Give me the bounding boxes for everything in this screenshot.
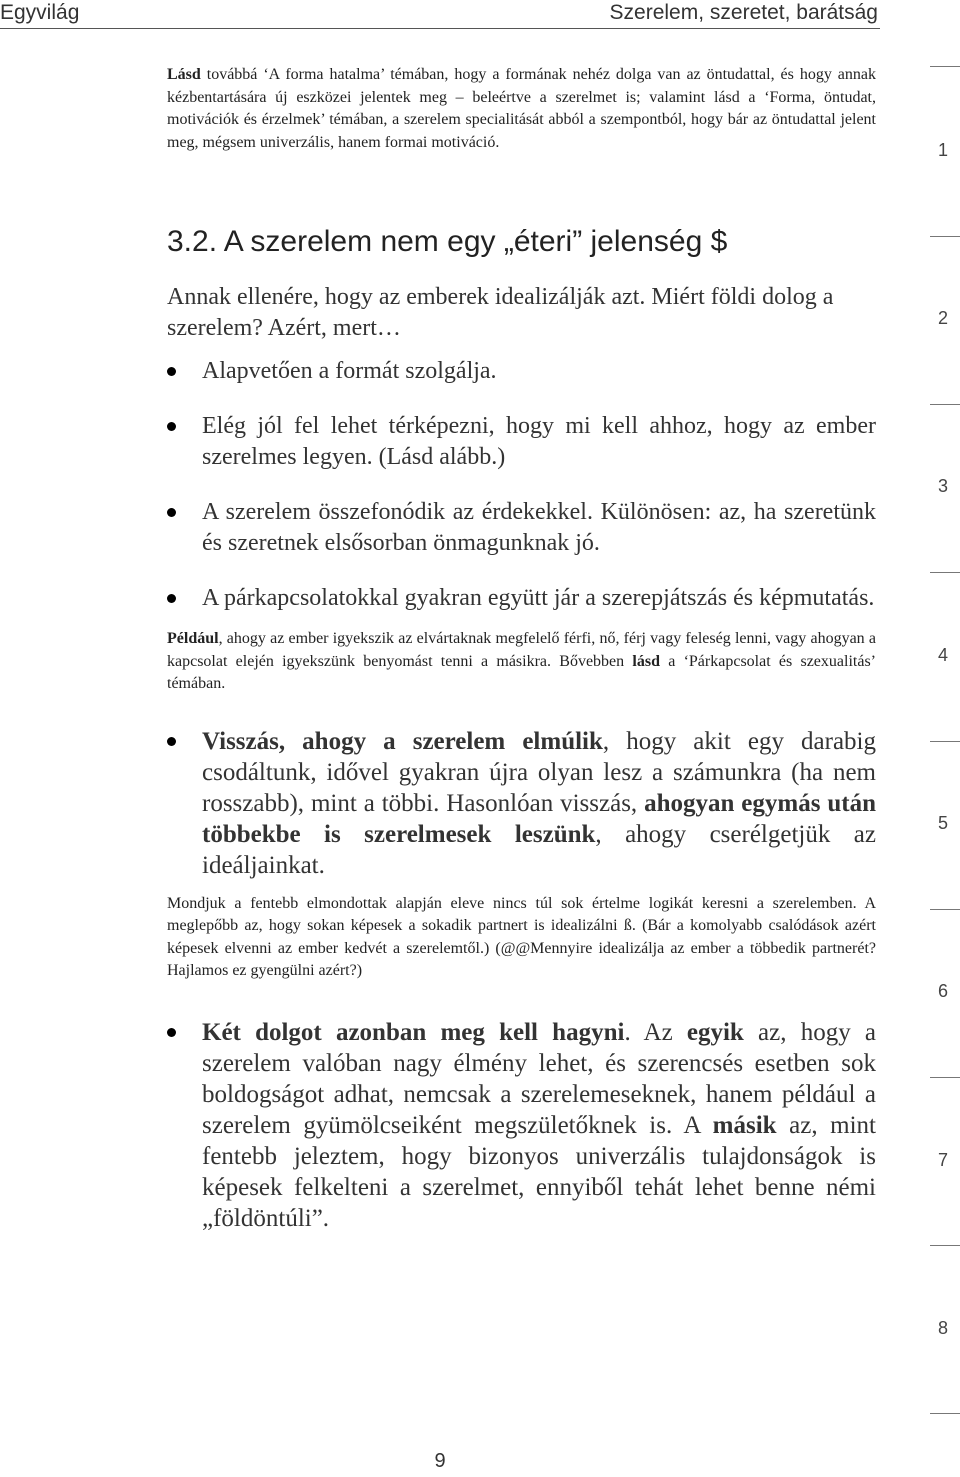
margin-number: 5 <box>938 813 949 833</box>
margin-number: 1 <box>938 140 949 160</box>
reference-paragraph <box>167 64 876 154</box>
peldaul-bold: Például <box>167 630 219 647</box>
margin-tick <box>930 572 960 573</box>
bullet-list-1 <box>167 356 876 614</box>
intro-paragraph: Annak ellenére, hogy az emberek idealizálják azt. Miért földi dolog a szerelem? Azért, mert… <box>167 284 834 341</box>
header-right-title: Szerelem, szeretet, barátság <box>609 1 878 24</box>
margin-tick <box>930 66 960 67</box>
document-body <box>167 64 876 1234</box>
margin-tick <box>930 1077 960 1078</box>
bullet-list-3 <box>167 1017 876 1234</box>
reference-text: továbbá ‘A forma hatalma’ témában, hogy a formának nehéz dolga van az öntudattal, és hogy annak kézbentartására új eszközei jelentek meg – beleértve a szerelmet is; valamint lásd a ‘Forma, öntudat, motivációk és érzelmek’ témában, a szerelem specialitását abból a szempontból, hogy bár az öntudattal jelent meg, mégsem univerzális, hanem formai motiváció. <box>167 66 876 151</box>
margin-tick <box>930 909 960 910</box>
commentary-paragraph: Mondjuk a fentebb elmondottak alapján eleve nincs túl sok értelme logikát keresni a szerelemben. A meglepőbb az, hogy sokan képesek a sokadik partnert is idealizálni ß. (Bár a komolyabb csalódások azért képesek elvenni az ember kedvét a szerelemtől.) (@@Mennyire idealizálja az ember a többedik partnerét? Hajlamos ez gyengülni azért?) <box>167 894 876 979</box>
margin-number: 8 <box>938 1318 949 1338</box>
lasd-bold: Lásd <box>167 66 201 83</box>
bullet-dot-icon <box>167 422 176 431</box>
margin-tick <box>930 741 960 742</box>
bullet-list-2 <box>167 726 876 881</box>
margin-number: 2 <box>938 308 949 328</box>
margin-number: 3 <box>938 476 949 496</box>
header-left-title: Egyvilág <box>0 1 80 24</box>
bullet-item: Elég jól fel lehet térképezni, hogy mi kell ahhoz, hogy az ember szerelmes legyen. (Lásd alább.) <box>167 411 876 473</box>
example-paragraph: Például, ahogy az ember igyekszik az elvártaknak megfelelő férfi, nő, férj vagy feleség lenni, vagy ahogyan a kapcsolat elején igyekszünk benyomást tenni a másikra. Bővebben lásd a ‘Párkapcsolat és szexualitás’ témában. <box>167 630 876 692</box>
bullet-dot-icon <box>167 594 176 603</box>
margin-number: 7 <box>938 1150 949 1170</box>
page-number: 9 <box>434 1450 446 1472</box>
page-header <box>0 0 880 29</box>
lasd-bold: lásd <box>632 652 660 670</box>
bullet-item: Két dolgot azonban meg kell hagyni. Az egyik az, hogy a szerelem valóban nagy élmény lehet, és szerencsés esetben sok boldogságot adhat, nemcsak a szerelemeseknek, hanem például a szerelem gyümölcseiként megszületőknek is. A másik az, mint fentebb jeleztem, hogy bizonyos univerzális tulajdonságok is képesek felkelteni a szerelmet, ennyiből tehát lehet benne némi „földöntúli”. <box>167 1017 876 1234</box>
margin-number: 4 <box>938 645 949 665</box>
bullet-item: Visszás, ahogy a szerelem elmúlik, hogy akit egy darabig csodáltunk, idővel gyakran újra olyan lesz a számunkra (ha nem rosszabb), mint a többi. Hasonlóan visszás, ahogyan egymás után többekbe is szerelmesek leszünk, ahogy cserélgetjük az ideáljainkat. <box>167 726 876 881</box>
margin-number: 6 <box>938 981 949 1001</box>
bullet-item: Alapvetően a formát szolgálja. <box>167 356 876 387</box>
margin-tick <box>930 404 960 405</box>
bullet-dot-icon <box>167 508 176 517</box>
bullet-dot-icon <box>167 367 176 376</box>
section-heading: 3.2. A szerelem nem egy „éteri” jelenség $ <box>167 225 728 258</box>
bullet-item: A szerelem összefonódik az érdekekkel. Különösen: az, ha szeretünk és szeretnek elsősorban önmagunknak jó. <box>167 497 876 559</box>
bullet-item: A párkapcsolatokkal gyakran együtt jár a szerepjátszás és képmutatás. <box>167 583 876 614</box>
bullet-dot-icon <box>167 1028 176 1037</box>
margin-tick <box>930 236 960 237</box>
margin-tick <box>930 1245 960 1246</box>
bullet-dot-icon <box>167 737 176 746</box>
line-margin-ruler <box>930 0 960 1477</box>
margin-tick <box>930 1413 960 1414</box>
